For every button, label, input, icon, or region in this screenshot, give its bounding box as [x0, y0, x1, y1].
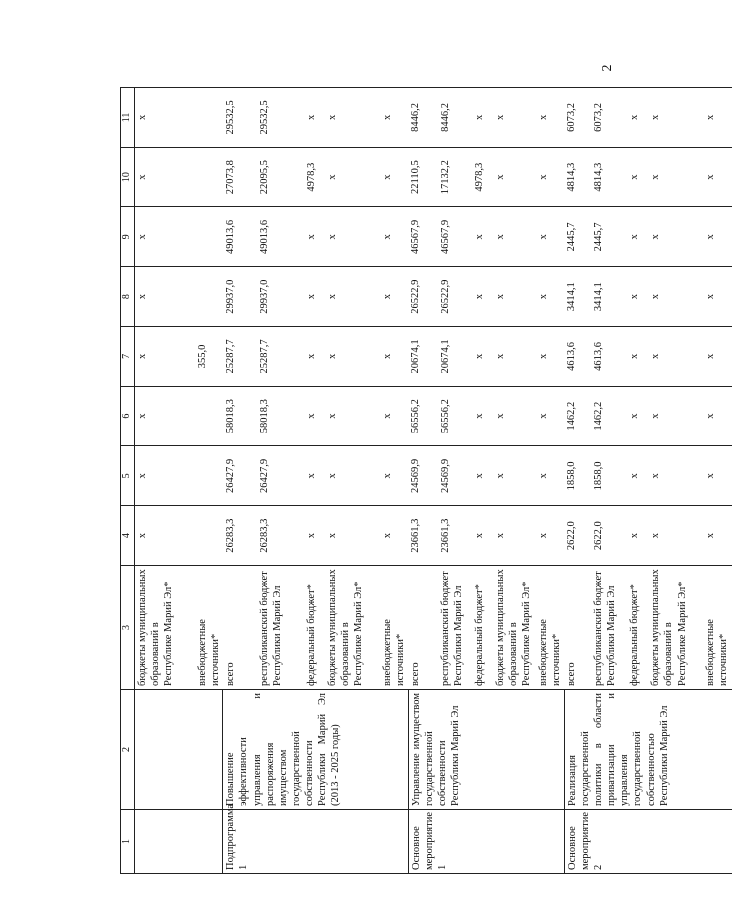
value-cell: 4814,3	[564, 147, 591, 207]
value-cell: 1858,0	[591, 446, 627, 506]
header-cell: 5	[121, 446, 135, 506]
value-cell: 24569,9	[438, 446, 472, 506]
value-cell: х	[325, 386, 380, 446]
value-cell: х	[472, 386, 493, 446]
funding-source-cell: внебюджетные источники*	[536, 566, 564, 690]
value-cell: 1462,2	[591, 386, 627, 446]
header-cell: 11	[121, 88, 135, 148]
value-cell: 8446,2	[408, 88, 438, 148]
value-cell: х	[380, 506, 408, 566]
value-cell: х	[627, 327, 648, 387]
funding-source-cell: республиканский бюджет Республики Марий Эл	[257, 566, 304, 690]
funding-source-cell: республиканский бюджет Республики Марий Эл	[438, 566, 472, 690]
value-cell: х	[648, 386, 703, 446]
value-cell: х	[135, 267, 195, 327]
table-row	[135, 88, 195, 874]
value-cell: 49013,6	[257, 207, 304, 267]
value-cell: х	[703, 506, 731, 566]
value-cell: х	[304, 506, 325, 566]
header-cell: 8	[121, 267, 135, 327]
value-cell: 20674,1	[408, 327, 438, 387]
value-cell: х	[536, 147, 564, 207]
value-cell: 56556,2	[438, 386, 472, 446]
value-cell: х	[135, 386, 195, 446]
header-cell: 2	[121, 690, 135, 810]
value-cell: 23661,3	[408, 506, 438, 566]
value-cell: х	[325, 446, 380, 506]
program-title-cell	[135, 690, 223, 810]
header-cell: 1	[121, 810, 135, 874]
value-cell: х	[627, 88, 648, 148]
funding-source-cell: бюджеты муниципальных образований в Республике Марий Эл*	[648, 566, 703, 690]
value-cell: 29937,0	[223, 267, 257, 327]
funding-source-cell: внебюджетные источники*	[703, 566, 731, 690]
value-cell: х	[536, 88, 564, 148]
table-row	[408, 88, 438, 874]
value-cell: х	[135, 207, 195, 267]
value-cell: х	[325, 88, 380, 148]
value-cell: х	[472, 88, 493, 148]
value-cell: 4814,3	[591, 147, 627, 207]
value-cell: 46567,9	[408, 207, 438, 267]
value-cell: х	[493, 327, 536, 387]
value-cell: х	[493, 506, 536, 566]
funding-source-cell: внебюджетные источники*	[380, 566, 408, 690]
value-cell: х	[536, 327, 564, 387]
value-cell: 26427,9	[257, 446, 304, 506]
value-cell	[195, 386, 223, 446]
value-cell: х	[380, 267, 408, 327]
value-cell: 22095,5	[257, 147, 304, 207]
header-row	[121, 88, 135, 874]
funding-source-cell: бюджеты муниципальных образований в Республике Марий Эл*	[325, 566, 380, 690]
value-cell: 4613,6	[564, 327, 591, 387]
value-cell: х	[325, 327, 380, 387]
value-cell: х	[325, 207, 380, 267]
value-cell: х	[703, 386, 731, 446]
value-cell: х	[325, 506, 380, 566]
page-number: 2	[600, 64, 615, 72]
value-cell: 25287,7	[223, 327, 257, 387]
value-cell: х	[472, 327, 493, 387]
value-cell: х	[493, 88, 536, 148]
value-cell: х	[703, 88, 731, 148]
value-cell: х	[648, 147, 703, 207]
value-cell: 1858,0	[564, 446, 591, 506]
value-cell: 29532,5	[257, 88, 304, 148]
header-cell: 4	[121, 506, 135, 566]
value-cell	[195, 446, 223, 506]
value-cell: х	[648, 506, 703, 566]
value-cell: х	[493, 446, 536, 506]
value-cell: х	[472, 207, 493, 267]
value-cell: х	[380, 446, 408, 506]
value-cell: 4978,3	[304, 147, 325, 207]
value-cell: 4978,3	[472, 147, 493, 207]
value-cell: 3414,1	[591, 267, 627, 327]
value-cell: х	[648, 446, 703, 506]
value-cell: х	[536, 207, 564, 267]
value-cell: 2445,7	[564, 207, 591, 267]
value-cell: х	[648, 267, 703, 327]
value-cell: х	[135, 88, 195, 148]
value-cell: х	[135, 506, 195, 566]
value-cell: х	[135, 147, 195, 207]
header-cell: 6	[121, 386, 135, 446]
value-cell: х	[627, 506, 648, 566]
funding-source-cell: федеральный бюджет*	[472, 566, 493, 690]
value-cell: 2445,7	[591, 207, 627, 267]
value-cell	[195, 267, 223, 327]
value-cell: х	[627, 147, 648, 207]
value-cell: 58018,3	[257, 386, 304, 446]
funding-source-cell: всего	[408, 566, 438, 690]
value-cell: х	[472, 506, 493, 566]
value-cell: х	[648, 327, 703, 387]
funding-source-cell: республиканский бюджет Республики Марий Эл	[591, 566, 627, 690]
program-level-cell	[135, 810, 223, 874]
value-cell: 27073,8	[223, 147, 257, 207]
value-cell: х	[135, 327, 195, 387]
value-cell: 26283,3	[223, 506, 257, 566]
value-cell: х	[703, 446, 731, 506]
value-cell: х	[304, 327, 325, 387]
value-cell: х	[472, 267, 493, 327]
value-cell: 24569,9	[408, 446, 438, 506]
value-cell: 3414,1	[564, 267, 591, 327]
value-cell: х	[325, 147, 380, 207]
program-level-cell: Основное мероприятие 1	[408, 810, 564, 874]
value-cell: х	[304, 386, 325, 446]
header-cell: 9	[121, 207, 135, 267]
value-cell: 58018,3	[223, 386, 257, 446]
header-cell: 10	[121, 147, 135, 207]
value-cell: х	[472, 446, 493, 506]
value-cell: х	[648, 207, 703, 267]
value-cell: х	[536, 267, 564, 327]
program-level-cell: Основное мероприятие 2	[564, 810, 731, 874]
value-cell: х	[536, 506, 564, 566]
funding-source-cell: федеральный бюджет*	[627, 566, 648, 690]
funding-source-cell: внебюджетные источники*	[195, 566, 223, 690]
program-title-cell: Управление имуществом государственной собственности Республики Марий Эл	[408, 690, 564, 810]
value-cell: 26427,9	[223, 446, 257, 506]
value-cell: 2622,0	[564, 506, 591, 566]
value-cell	[195, 88, 223, 148]
value-cell: х	[304, 267, 325, 327]
header-cell: 3	[121, 566, 135, 690]
value-cell: х	[536, 386, 564, 446]
value-cell: х	[493, 147, 536, 207]
funding-source-cell: федеральный бюджет*	[304, 566, 325, 690]
value-cell: х	[304, 88, 325, 148]
table-row	[223, 88, 257, 874]
funding-source-cell: всего	[223, 566, 257, 690]
value-cell: 26522,9	[408, 267, 438, 327]
value-cell: 355,0	[195, 327, 223, 387]
value-cell: 46567,9	[438, 207, 472, 267]
header-cell: 7	[121, 327, 135, 387]
value-cell: х	[493, 267, 536, 327]
financing-table	[120, 87, 732, 874]
value-cell: х	[380, 386, 408, 446]
value-cell: 56556,2	[408, 386, 438, 446]
program-level-cell: Подпрограмма 1	[223, 810, 408, 874]
value-cell: х	[380, 207, 408, 267]
value-cell: х	[627, 207, 648, 267]
value-cell: 6073,2	[564, 88, 591, 148]
value-cell: 2622,0	[591, 506, 627, 566]
value-cell: х	[627, 386, 648, 446]
value-cell: х	[304, 446, 325, 506]
value-cell: 22110,5	[408, 147, 438, 207]
value-cell: 20674,1	[438, 327, 472, 387]
value-cell: х	[304, 207, 325, 267]
value-cell: х	[493, 386, 536, 446]
value-cell: 29532,5	[223, 88, 257, 148]
funding-source-cell: бюджеты муниципальных образований в Республике Марий Эл*	[135, 566, 195, 690]
value-cell: 26283,3	[257, 506, 304, 566]
value-cell: х	[648, 88, 703, 148]
value-cell: х	[493, 207, 536, 267]
value-cell	[195, 147, 223, 207]
value-cell: х	[380, 147, 408, 207]
value-cell: 4613,6	[591, 327, 627, 387]
program-title-cell: Реализация государственной политики в области приватизации и управления государственной собственностью Республики Марий Эл	[564, 690, 731, 810]
table-row	[564, 88, 591, 874]
financing-table-sheet	[120, 88, 730, 874]
value-cell: 25287,7	[257, 327, 304, 387]
value-cell: 6073,2	[591, 88, 627, 148]
value-cell: х	[536, 446, 564, 506]
value-cell: х	[703, 147, 731, 207]
value-cell: 49013,6	[223, 207, 257, 267]
value-cell: 29937,0	[257, 267, 304, 327]
value-cell: 17132,2	[438, 147, 472, 207]
funding-source-cell: бюджеты муниципальных образований в Республике Марий Эл*	[493, 566, 536, 690]
value-cell: х	[627, 446, 648, 506]
value-cell	[195, 207, 223, 267]
value-cell: х	[135, 446, 195, 506]
value-cell: 8446,2	[438, 88, 472, 148]
value-cell: х	[325, 267, 380, 327]
value-cell: х	[703, 327, 731, 387]
value-cell	[195, 506, 223, 566]
funding-source-cell: всего	[564, 566, 591, 690]
value-cell: 1462,2	[564, 386, 591, 446]
program-title-cell: Повышение эффективности управления и распоряжения имуществом государственной собственности Республики Марий Эл (2013 - 2025 годы)	[223, 690, 408, 810]
table-body	[135, 88, 732, 874]
value-cell: х	[380, 327, 408, 387]
value-cell: х	[703, 207, 731, 267]
value-cell: 23661,3	[438, 506, 472, 566]
value-cell: х	[627, 267, 648, 327]
value-cell: 26522,9	[438, 267, 472, 327]
value-cell: х	[380, 88, 408, 148]
value-cell: х	[703, 267, 731, 327]
